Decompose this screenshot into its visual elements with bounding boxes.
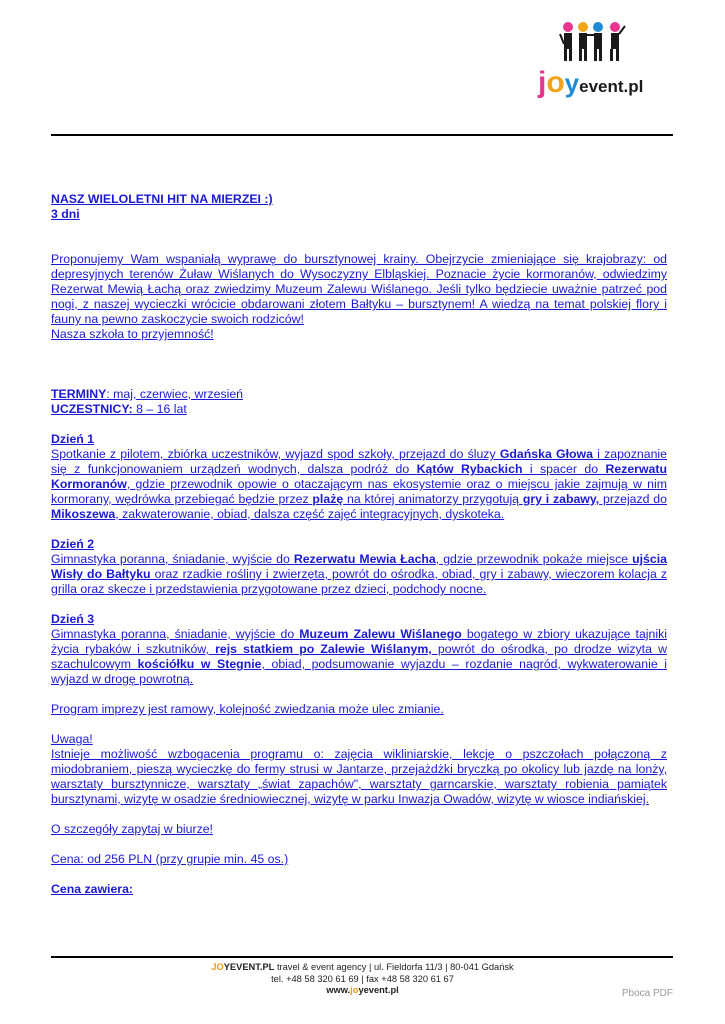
note-title: Uwaga!	[51, 732, 93, 746]
footer-line-2: tel. +48 58 320 61 69 | fax +48 58 320 61 67	[271, 973, 454, 984]
footer	[0, 962, 725, 997]
logo-wordmark: joyevent.pl	[538, 66, 644, 99]
terms-value: : maj, czerwiec, wrzesień	[106, 387, 244, 401]
header-divider	[51, 134, 673, 136]
day2-text: Gimnastyka poranna, śniadanie, wyjście do Rezerwatu Mewia Łacha, gdzie przewodnik pokaże miejsce ujścia Wisły do Bałtyku oraz rzadkie rośliny i zwierzęta, powrót do ośrodka, obiad, gry i zabawy, wieczorem kolacja z grilla oraz skecze i przedstawienia przygotowane przez dzieci, podchody nocne.	[51, 552, 667, 596]
trip-duration: 3 dni	[51, 207, 80, 221]
participants-value: 8 – 16 lat	[132, 402, 187, 416]
price-includes-heading: Cena zawiera:	[51, 882, 134, 896]
document-body	[51, 192, 667, 897]
details-line: O szczegóły zapytaj w biurze!	[51, 822, 213, 836]
intro-paragraph: Proponujemy Wam wspaniałą wyprawę do bursztynowej krainy. Obejrzycie zmieniające się krajobrazy: od depresyjnych terenów Żuław Wiślanych do Wysoczyzny Elbląskiej. Poznacie życie kormoranów, odwiedzimy Rezerwat Mewią Łachą oraz zwiedzimy Muzeum Zalewu Wiślanego. Jeśli tylko będziecie uważnie patrzeć pod nogi, z naszej wycieczki wrócicie obdarowani złotem Bałtyku – bursztynem! A wiedzą na temat polskiej flory i fauny na pewno zaskoczycie swoich rodziców!	[51, 252, 667, 326]
terms-label: TERMINY	[51, 387, 107, 401]
day1-title: Dzień 1	[51, 432, 95, 446]
day3-title: Dzień 3	[51, 612, 95, 626]
footer-line-1: JOYEVENT.PL travel & event agency | ul. Fieldorfa 11/3 | 80-041 Gdańsk	[211, 962, 514, 972]
participants-label: UCZESTNICY:	[51, 402, 133, 416]
day1-text: Spotkanie z pilotem, zbiórka uczestników, wyjazd spod szkoły, przejazd do śluzy Gdańska Głowa i zapoznanie się z funkcjonowaniem urządzeń wodnych, dalsza podróż do Kątów Rybackich i spacer do Rezerwatu Kormoranów, gdzie przewodnik opowie o otaczającym nas ekosystemie oraz o miejscu jakie zajmują w nim kormorany, wędrówka przebiegać będzie przez plażę na której animatorzy przygotują gry i zabawy, przejazd do Mikoszewa, zakwaterowanie, obiad, dalsza część zajęć integracyjnych, dyskoteka.	[51, 447, 668, 521]
framework-note: Program imprezy jest ramowy, kolejność zwiedzania może ulec zmianie.	[51, 702, 444, 716]
motto: Nasza szkoła to przyjemność!	[51, 327, 214, 341]
terms-line	[51, 387, 667, 402]
note-text: Istnieje możliwość wzbogacenia programu o: zajęcia wikliniarskie, lekcję o pszczołach połączoną z miodobraniem, pieszą wycieczkę do fermy strusi w Jantarze, przejażdżki bryczką po okolicy lub jazdę na lonży, warsztaty bursztynnicze, warsztaty „świat zapachów", warsztaty garncarskie, warsztaty robienia pamiątek bursztynami, wizytę w osadzie średniowiecznej, wizytę w parku Inwazja Owadów, wizytę w wiosce indiańskiej.	[51, 747, 667, 806]
joyevent-logo	[530, 20, 660, 108]
pdf-link[interactable]: Pboca PDF	[621, 988, 673, 999]
footer-website[interactable]: www.joyevent.pl	[326, 985, 399, 995]
footer-divider	[51, 956, 673, 958]
price-line: Cena: od 256 PLN (przy grupie min. 45 os.)	[51, 852, 289, 866]
participants-line	[51, 402, 667, 417]
day2-title: Dzień 2	[51, 537, 95, 551]
day3-text: Gimnastyka poranna, śniadanie, wyjście do Muzeum Zalewu Wiślanego bogatego w zbiory ukazujące tajniki życia rybaków i szkutników, rejs statkiem po Zalewie Wiślanym, powrót do ośrodka, po drodze wizyta w szachulcowym kościółku w Stegnie, obiad, podsumowanie wyjazdu – rozdanie nagród, wykwaterowanie i wyjazd w drogę powrotną.	[51, 627, 667, 686]
page-title: NASZ WIELOLETNI HIT NA MIERZEI :)	[51, 192, 273, 206]
